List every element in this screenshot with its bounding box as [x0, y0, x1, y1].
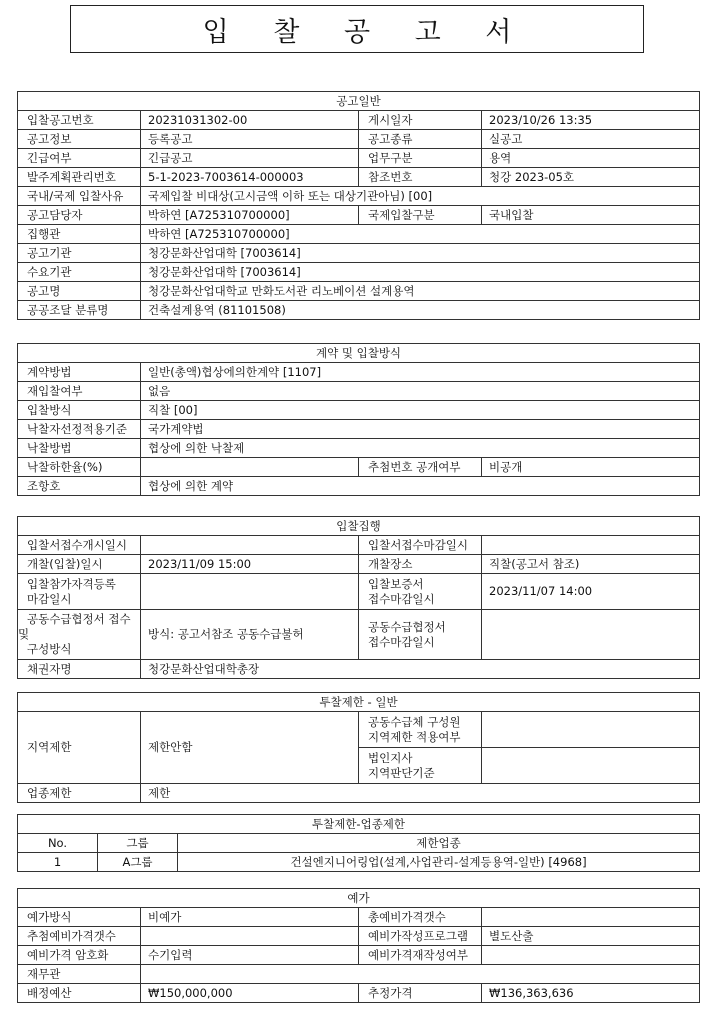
contract-section	[17, 343, 700, 496]
joint-deadline-label: 공동수급협정서 접수마감일시	[359, 610, 482, 660]
award-label: 낙찰방법	[18, 439, 141, 458]
program-label: 예비가작성프로그램	[359, 927, 482, 946]
officer-value: 박하연 [A725310700000]	[141, 206, 359, 225]
guarantee-label: 입찰보증서 접수마감일시	[359, 574, 482, 610]
lottery-label: 추첨번호 공개여부	[359, 458, 482, 477]
agency-label: 공고기관	[18, 244, 141, 263]
bid-no-label: 입찰공고번호	[18, 111, 141, 130]
section-heading: 예가	[18, 889, 700, 908]
row-no: 1	[18, 853, 98, 872]
lower-rate-label: 낙찰하한율(%)	[18, 458, 141, 477]
limit-general-section	[17, 692, 700, 803]
cipher-value: 수기입력	[141, 946, 359, 965]
price-section	[17, 888, 700, 1003]
cipher-label: 예비가격 암호화	[18, 946, 141, 965]
post-date-value: 2023/10/26 13:35	[482, 111, 700, 130]
bid-no-value: 20231031302-00	[141, 111, 359, 130]
joint-value: 방식: 공고서참조 공동수급불허	[141, 610, 359, 660]
clause-label: 조항호	[18, 477, 141, 496]
recv-end-label: 입찰서접수마감일시	[359, 536, 482, 555]
urgent-value: 긴급공고	[141, 149, 359, 168]
post-date-label: 게시일자	[359, 111, 482, 130]
recv-start-label: 입찰서접수개시일시	[18, 536, 141, 555]
price-method-label: 예가방식	[18, 908, 141, 927]
finance-value	[141, 965, 700, 984]
criteria-label: 낙찰자선정적용기준	[18, 420, 141, 439]
qual-deadline-label: 입찰참가자격등록 마감일시	[18, 574, 141, 610]
lower-rate-value	[141, 458, 359, 477]
class-value: 건축설계용역 (81101508)	[141, 301, 700, 320]
intl-type-value: 국내입찰	[482, 206, 700, 225]
branch-label: 법인지사 지역판단기준	[359, 748, 482, 784]
urgent-label: 긴급여부	[18, 149, 141, 168]
col-header-group: 그룹	[98, 834, 178, 853]
agency-value: 청강문화산업대학 [7003614]	[141, 244, 700, 263]
contract-method-label: 계약방법	[18, 363, 141, 382]
limit-industry-section	[17, 814, 700, 872]
execution-section	[17, 516, 700, 679]
row-group: A그룹	[98, 853, 178, 872]
program-value: 별도산출	[482, 927, 700, 946]
lottery-value: 비공개	[482, 458, 700, 477]
clause-value: 협상에 의한 계약	[141, 477, 700, 496]
award-value: 협상에 의한 낙찰제	[141, 439, 700, 458]
table-row	[18, 853, 700, 872]
section-heading: 공고일반	[18, 92, 700, 111]
finance-label: 재무관	[18, 965, 141, 984]
rewrite-value	[482, 946, 700, 965]
intl-type-label: 국제입찰구분	[359, 206, 482, 225]
order-plan-value: 5-1-2023-7003614-000003	[141, 168, 359, 187]
notice-type-value: 실공고	[482, 130, 700, 149]
guarantee-value: 2023/11/07 14:00	[482, 574, 700, 610]
class-label: 공공조달 분류명	[18, 301, 141, 320]
row-industry: 건설엔지니어링업(설계,사업관리-설계등용역-일반) [4968]	[178, 853, 700, 872]
joint-region-value	[482, 712, 700, 748]
col-header-industry: 제한업종	[178, 834, 700, 853]
qual-deadline-value	[141, 574, 359, 610]
region-value: 제한안함	[141, 712, 359, 784]
joint-deadline-value	[482, 610, 700, 660]
creditor-value: 청강문화산업대학총장	[141, 660, 700, 679]
ref-no-label: 참조번호	[359, 168, 482, 187]
intl-reason-label: 국내/국제 입찰사유	[18, 187, 141, 206]
notice-info-label: 공고정보	[18, 130, 141, 149]
open-label: 개찰(입찰)일시	[18, 555, 141, 574]
general-section	[17, 91, 700, 320]
estimate-label: 추정가격	[359, 984, 482, 1003]
document-title: 입 찰 공 고 서	[70, 5, 644, 53]
work-type-label: 업무구분	[359, 149, 482, 168]
notice-type-label: 공고종류	[359, 130, 482, 149]
officer-label: 공고담당자	[18, 206, 141, 225]
intl-reason-value: 국제입찰 비대상(고시금액 이하 또는 대상기관아님) [00]	[141, 187, 700, 206]
branch-value	[482, 748, 700, 784]
budget-value: ₩150,000,000	[141, 984, 359, 1003]
estimate-value: ₩136,363,636	[482, 984, 700, 1003]
open-place-label: 개찰장소	[359, 555, 482, 574]
rebid-label: 재입찰여부	[18, 382, 141, 401]
ref-no-value: 청강 2023-05호	[482, 168, 700, 187]
joint-label: 공동수급협정서 접수 및 구성방식	[18, 610, 141, 660]
draw-count-label: 추첨예비가격갯수	[18, 927, 141, 946]
price-method-value: 비예가	[141, 908, 359, 927]
open-place-value: 직찰(공고서 참조)	[482, 555, 700, 574]
total-count-label: 총예비가격갯수	[359, 908, 482, 927]
rebid-value: 없음	[141, 382, 700, 401]
notice-name-label: 공고명	[18, 282, 141, 301]
section-heading: 계약 및 입찰방식	[18, 344, 700, 363]
recv-start-value	[141, 536, 359, 555]
demand-label: 수요기관	[18, 263, 141, 282]
executor-value: 박하연 [A725310700000]	[141, 225, 700, 244]
executor-label: 집행관	[18, 225, 141, 244]
section-heading: 입찰집행	[18, 517, 700, 536]
industry-limit-label: 업종제한	[18, 784, 141, 803]
notice-info-value: 등록공고	[141, 130, 359, 149]
industry-limit-value: 제한	[141, 784, 700, 803]
total-count-value	[482, 908, 700, 927]
region-label: 지역제한	[18, 712, 141, 784]
section-heading: 투찰제한-업종제한	[18, 815, 700, 834]
joint-region-label: 공동수급체 구성원 지역제한 적용여부	[359, 712, 482, 748]
demand-value: 청강문화산업대학 [7003614]	[141, 263, 700, 282]
open-value: 2023/11/09 15:00	[141, 555, 359, 574]
order-plan-label: 발주계획관리번호	[18, 168, 141, 187]
notice-name-value: 청강문화산업대학교 만화도서관 리노베이션 설계용역	[141, 282, 700, 301]
col-header-no: No.	[18, 834, 98, 853]
creditor-label: 채권자명	[18, 660, 141, 679]
budget-label: 배정예산	[18, 984, 141, 1003]
work-type-value: 용역	[482, 149, 700, 168]
contract-method-value: 일반(총액)협상에의한계약 [1107]	[141, 363, 700, 382]
bid-method-label: 입찰방식	[18, 401, 141, 420]
rewrite-label: 예비가격재작성여부	[359, 946, 482, 965]
criteria-value: 국가계약법	[141, 420, 700, 439]
section-heading: 투찰제한 - 일반	[18, 693, 700, 712]
recv-end-value	[482, 536, 700, 555]
draw-count-value	[141, 927, 359, 946]
bid-method-value: 직찰 [00]	[141, 401, 700, 420]
